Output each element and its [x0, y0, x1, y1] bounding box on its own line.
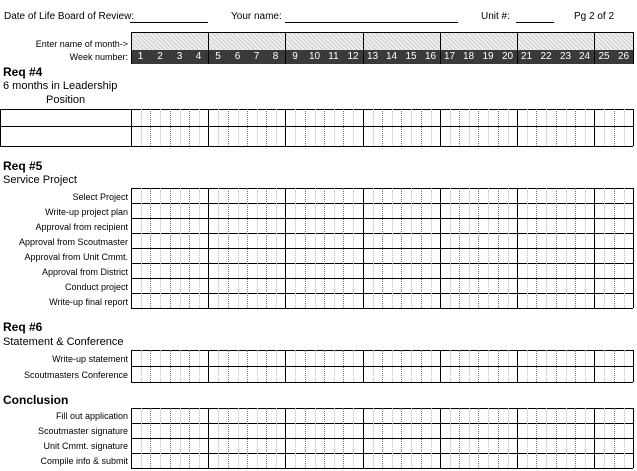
week-number-cell: 18 — [459, 50, 478, 64]
your-name-label: Your name: — [231, 11, 282, 22]
week-number-cell: 14 — [382, 50, 401, 64]
week-number-cell: 6 — [228, 50, 247, 64]
month-name-cell[interactable] — [285, 32, 363, 51]
req6-subtitle: Statement & Conference — [3, 336, 124, 348]
week-number-cell: 12 — [343, 50, 363, 64]
req5-subtitle: Service Project — [3, 174, 77, 186]
row-label-approval-scoutmaster: Approval from Scoutmaster — [18, 237, 128, 247]
req5-grid-row[interactable] — [131, 233, 633, 248]
req5-grid-row[interactable] — [131, 263, 633, 278]
conclusion-grid-row[interactable] — [131, 423, 633, 438]
conclusion-grid-row[interactable] — [131, 408, 633, 423]
week-number-cell: 3 — [170, 50, 189, 64]
row-label-approval-recipient: Approval from recipient — [35, 222, 128, 232]
row-label-unit-cmmt-signature: Unit Cmmt. signature — [43, 441, 128, 451]
week-number-cell: 21 — [517, 50, 536, 64]
week-number-cell: 7 — [247, 50, 266, 64]
row-label-conduct-project: Conduct project — [64, 282, 128, 292]
board-of-review-date-field[interactable] — [130, 22, 208, 23]
row-label-write-up-statement: Write-up statement — [52, 354, 128, 364]
row-label-scoutmasters-conference: Scoutmasters Conference — [23, 370, 128, 380]
unit-number-label: Unit #: — [481, 11, 510, 22]
month-row-label: Enter name of month-> — [35, 39, 128, 49]
month-divider — [633, 32, 634, 64]
your-name-field[interactable] — [285, 22, 458, 23]
conclusion-grid-row[interactable] — [131, 438, 633, 453]
week-number-cell: 23 — [556, 50, 575, 64]
week-number-cell: 16 — [421, 50, 440, 64]
week-number-cell: 13 — [363, 50, 382, 64]
month-name-cell[interactable] — [517, 32, 594, 51]
week-number-cell: 1 — [131, 50, 150, 64]
grid-row-line — [0, 146, 633, 147]
month-name-cell[interactable] — [594, 32, 633, 51]
week-number-cell: 5 — [208, 50, 228, 64]
grid-column-line — [633, 188, 634, 308]
req5-grid-row[interactable] — [131, 293, 633, 308]
month-divider — [440, 32, 441, 64]
grid-column-line — [633, 350, 634, 382]
req5-grid-row[interactable] — [131, 218, 633, 233]
week-number-cell: 4 — [189, 50, 208, 64]
month-divider — [363, 32, 364, 64]
month-divider — [208, 32, 209, 64]
row-label-fill-out-application: Fill out application — [55, 411, 128, 421]
grid-left-edge — [0, 109, 1, 146]
req5-grid-row[interactable] — [131, 248, 633, 263]
row-label-select-project: Select Project — [72, 192, 128, 202]
row-label-write-up-plan: Write-up project plan — [45, 207, 128, 217]
row-label-scoutmaster-signature: Scoutmaster signature — [37, 426, 128, 436]
week-number-cell: 24 — [575, 50, 594, 64]
req5-title: Req #5 — [3, 159, 43, 173]
week-number-cell: 9 — [285, 50, 305, 64]
req5-grid-row[interactable] — [131, 188, 633, 203]
req4-grid-row[interactable] — [131, 109, 633, 126]
conclusion-title: Conclusion — [3, 393, 69, 407]
grid-row-line — [131, 468, 633, 469]
req6-grid-row[interactable] — [131, 366, 633, 382]
week-number-cell: 20 — [498, 50, 517, 64]
conclusion-grid-row[interactable] — [131, 453, 633, 468]
grid-column-line — [633, 408, 634, 468]
month-divider — [517, 32, 518, 64]
week-number-cell: 2 — [150, 50, 170, 64]
page-number: Pg 2 of 2 — [574, 11, 615, 22]
board-of-review-date-label: Date of Life Board of Review: — [4, 11, 135, 22]
row-label-final-report: Write-up final report — [49, 297, 128, 307]
week-number-cell: 17 — [440, 50, 459, 64]
month-name-cell[interactable] — [363, 32, 440, 51]
week-number-cell: 11 — [324, 50, 343, 64]
month-divider — [285, 32, 286, 64]
month-name-cell[interactable] — [440, 32, 517, 51]
req5-grid-row[interactable] — [131, 203, 633, 218]
month-divider — [594, 32, 595, 64]
week-number-cell: 26 — [614, 50, 633, 64]
row-label-approval-district: Approval from District — [41, 267, 128, 277]
grid-column-line — [633, 109, 634, 146]
week-number-cell: 19 — [478, 50, 498, 64]
row-label-compile-submit: Compile info & submit — [40, 456, 128, 466]
week-number-cell: 8 — [266, 50, 285, 64]
week-number-cell: 10 — [305, 50, 324, 64]
month-name-cell[interactable] — [131, 32, 208, 51]
req4-subtitle-line2: Position — [46, 94, 86, 106]
req4-subtitle-line1: 6 months in Leadership — [3, 80, 118, 92]
grid-row-line — [131, 382, 633, 383]
unit-number-field[interactable] — [516, 22, 554, 23]
req5-grid-row[interactable] — [131, 278, 633, 293]
req4-title: Req #4 — [3, 65, 43, 79]
week-number-cell: 15 — [401, 50, 421, 64]
row-label-approval-unit-cmmt: Approval from Unit Cmmt. — [24, 252, 128, 262]
week-number-cell: 22 — [536, 50, 556, 64]
req4-grid-row[interactable] — [131, 126, 633, 146]
req6-grid-row[interactable] — [131, 350, 633, 366]
grid-row-line — [131, 308, 633, 309]
week-number-cell: 25 — [594, 50, 614, 64]
month-name-cell[interactable] — [208, 32, 285, 51]
req6-title: Req #6 — [3, 320, 43, 334]
month-divider — [131, 32, 132, 64]
week-row-label: Week number: — [69, 52, 128, 62]
